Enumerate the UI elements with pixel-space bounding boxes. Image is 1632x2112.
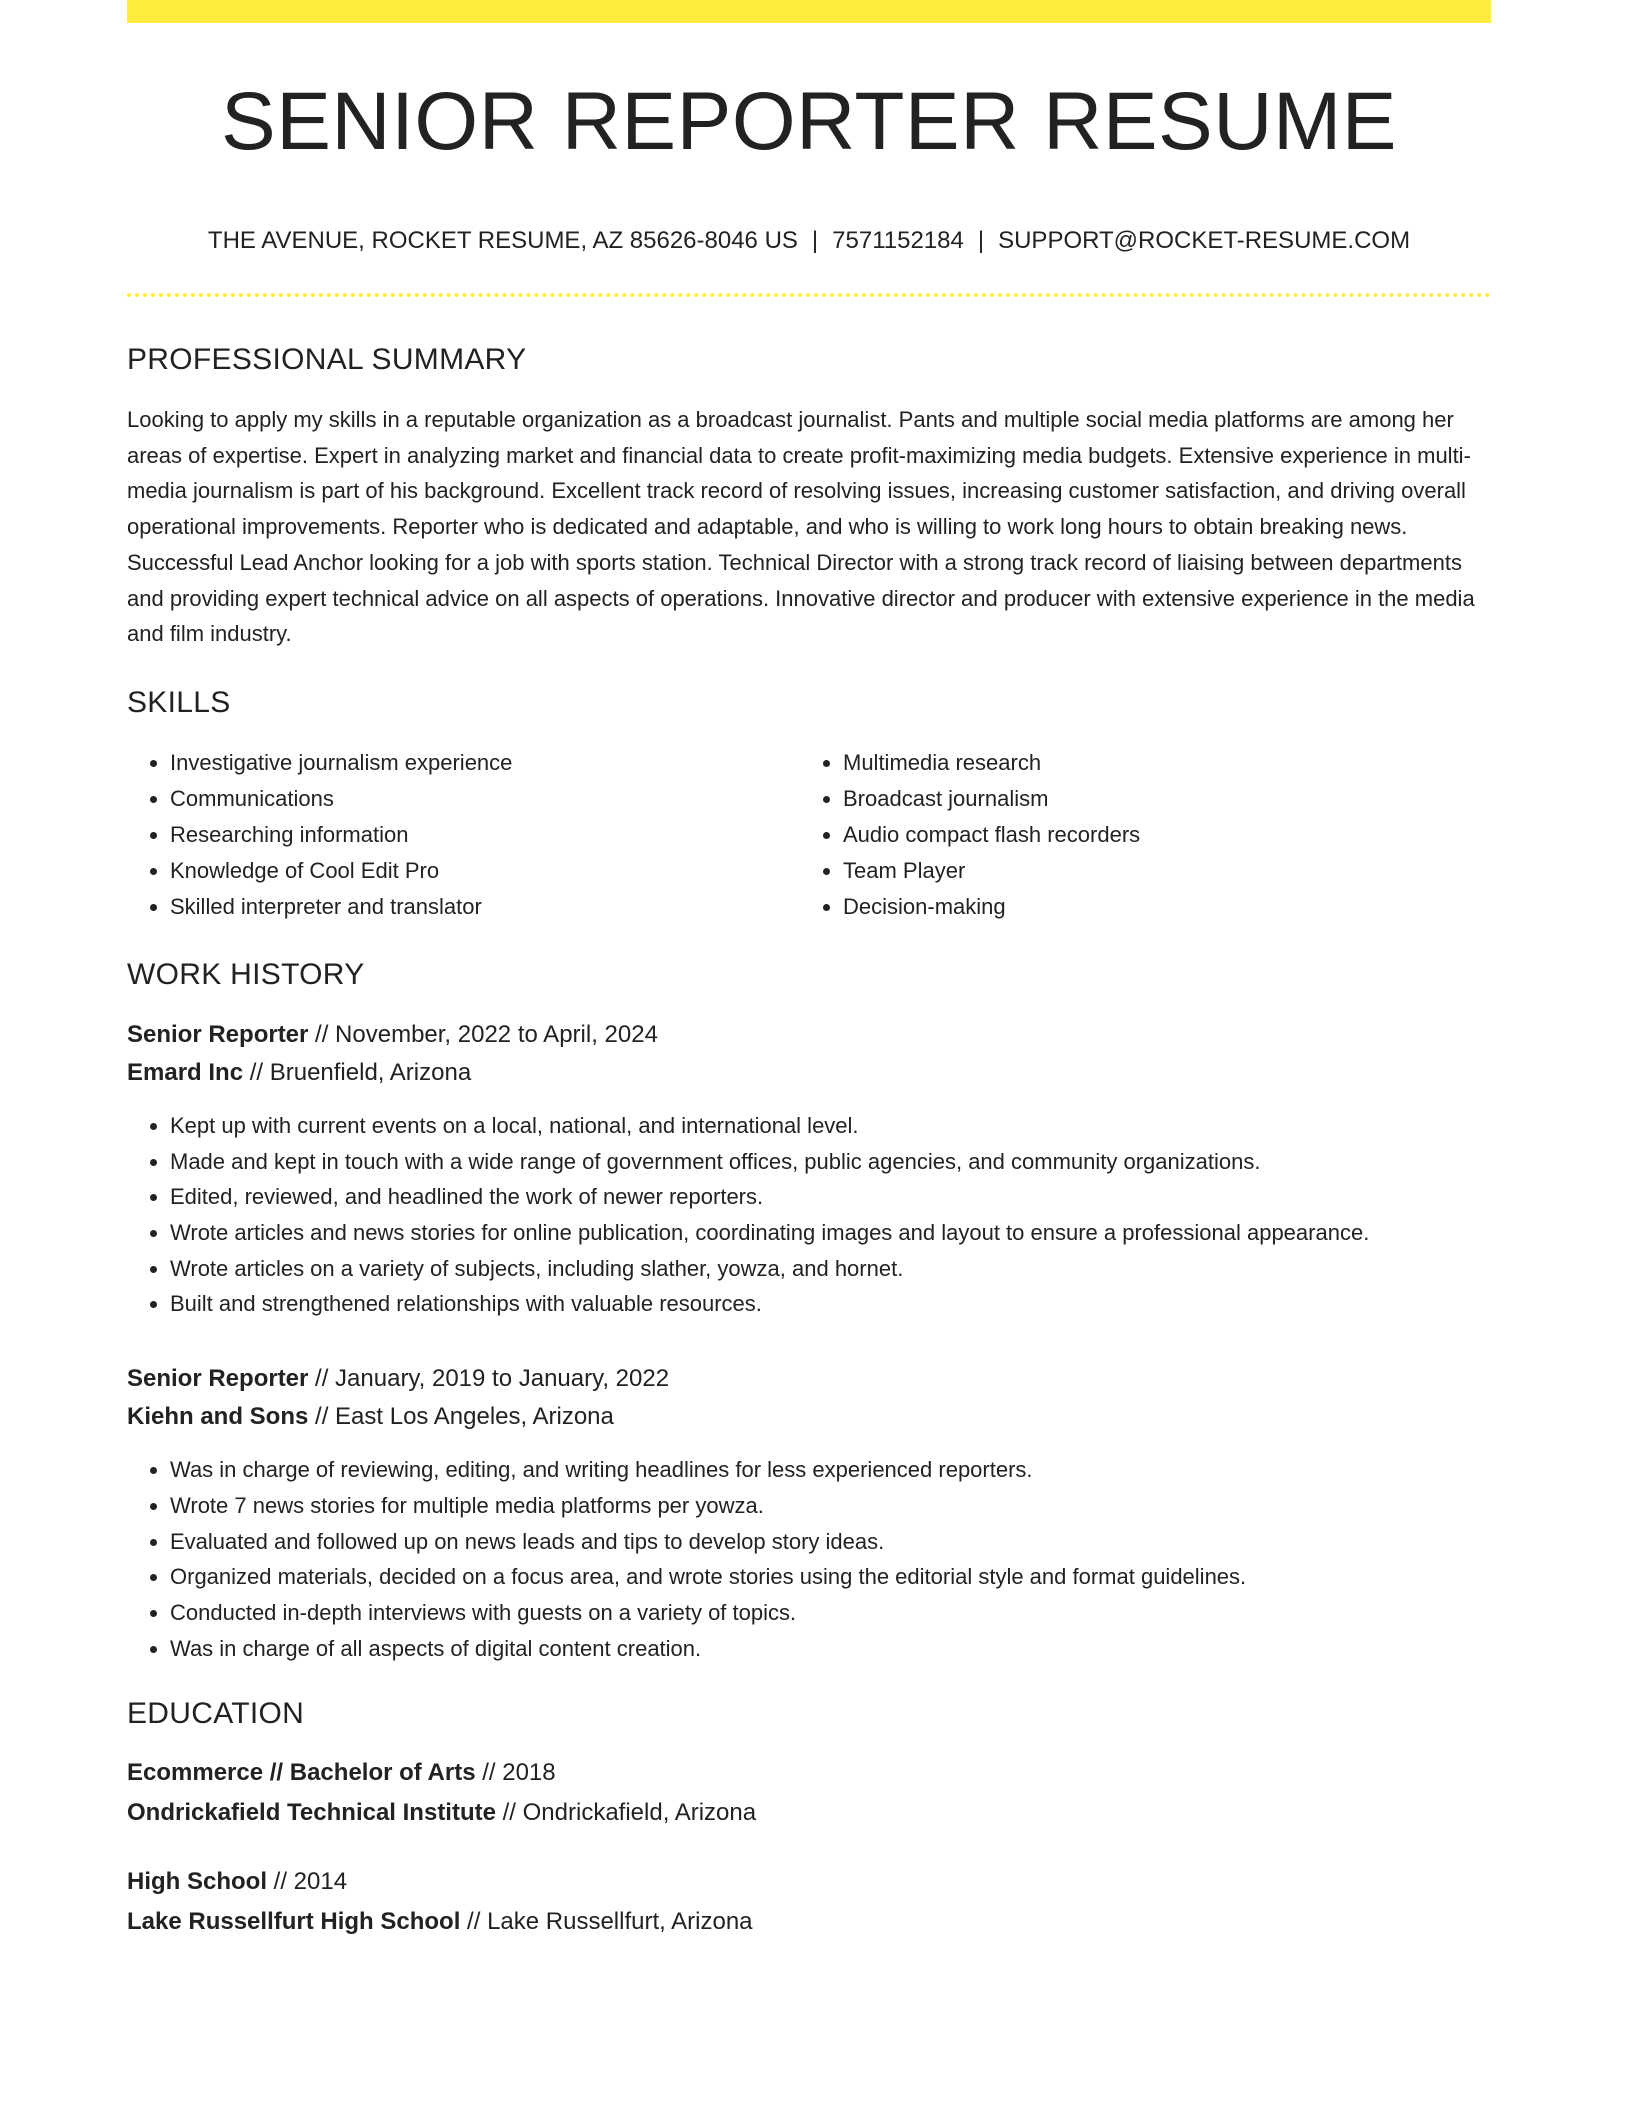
job-bullet: • Built and strengthened relationships with valuable resources. xyxy=(170,1286,1491,1322)
education-degree-line xyxy=(127,1753,1491,1793)
job-bullet: • Made and kept in touch with a wide range of government offices, public agencies, and community organizations. xyxy=(170,1144,1491,1180)
contact-separator: | xyxy=(977,227,985,254)
job-bullet: • Kept up with current events on a local, national, and international level. xyxy=(170,1108,1491,1144)
education-school: Lake Russellfurt High School xyxy=(127,1908,461,1936)
job-bullet: • Edited, reviewed, and headlined the work of newer reporters. xyxy=(170,1179,1491,1215)
section-title-education: EDUCATION xyxy=(127,1697,305,1731)
job-location: // East Los Angeles, Arizona xyxy=(308,1403,614,1431)
job-bullet: • Was in charge of all aspects of digital content creation. xyxy=(170,1631,1491,1667)
skill-item: • Researching information xyxy=(170,817,800,853)
job-dates: // November, 2022 to April, 2024 xyxy=(308,1020,658,1048)
job-bullet: • Was in charge of reviewing, editing, and writing headlines for less experienced reporters. xyxy=(170,1452,1491,1488)
section-title-skills: SKILLS xyxy=(127,685,231,719)
education-school-line xyxy=(127,1793,1491,1833)
skill-item: • Audio compact flash recorders xyxy=(843,817,1443,853)
job-dates: // January, 2019 to January, 2022 xyxy=(308,1365,670,1393)
education-year: // 2014 xyxy=(267,1868,348,1896)
page-title: SENIOR REPORTER RESUME xyxy=(221,76,1397,167)
skill-item: • Broadcast journalism xyxy=(843,781,1443,817)
education-degree: High School xyxy=(127,1868,267,1896)
accent-bar xyxy=(127,0,1491,23)
skill-item: • Skilled interpreter and translator xyxy=(170,889,800,925)
job-company-line xyxy=(127,1054,1491,1092)
job-bullet: • Organized materials, decided on a focus area, and wrote stories using the editorial style and format guidelines. xyxy=(170,1559,1491,1595)
job-bullet: • Wrote articles and news stories for online publication, coordinating images and layout to ensure a professional appearance. xyxy=(170,1215,1491,1251)
education-school: Ondrickafield Technical Institute xyxy=(127,1799,496,1827)
skill-item: • Investigative journalism experience xyxy=(170,745,800,781)
skill-item: • Decision-making xyxy=(843,889,1443,925)
skills-list xyxy=(127,745,1491,925)
education-degree: Ecommerce // Bachelor of Arts xyxy=(127,1759,476,1787)
education-school-line xyxy=(127,1902,1491,1942)
job-role: Senior Reporter xyxy=(127,1365,309,1393)
education-year: // 2018 xyxy=(475,1759,556,1787)
contact-line xyxy=(127,229,1491,253)
job-bullets xyxy=(127,1108,1491,1322)
summary-text: Looking to apply my skills in a reputable organization as a broadcast journalist. Pants and multiple social media platforms are among her areas of expertise. Expert in analyzing market and financial data to create profit-maximizing media budgets. Extensive experience in multi-media journalism is part of his background. Excellent track record of resolving issues, increasing customer satisfaction, and driving overall operational improvements. Reporter who is dedicated and adaptable, and who is willing to work long hours to obtain breaking news. Successful Lead Anchor looking for a job with sports station. Technical Director with a strong track record of liaising between departments and providing expert technical advice on all aspects of operations. Innovative director and producer with extensive experience in the media and film industry. xyxy=(127,407,1475,647)
contact-separator: | xyxy=(811,227,819,254)
education-entry xyxy=(127,1862,1491,1942)
education-entry xyxy=(127,1753,1491,1833)
job-bullet: • Conducted in-depth interviews with guests on a variety of topics. xyxy=(170,1595,1491,1631)
job-bullet: • Wrote articles on a variety of subjects, including slather, yowza, and hornet. xyxy=(170,1251,1491,1287)
job-role: Senior Reporter xyxy=(127,1020,309,1048)
dotted-divider xyxy=(127,293,1491,297)
job-company: Emard Inc xyxy=(127,1058,244,1086)
education-location: // Lake Russellfurt, Arizona xyxy=(460,1908,753,1936)
job-location: // Bruenfield, Arizona xyxy=(243,1058,472,1086)
resume-page xyxy=(127,0,1491,1942)
skill-item: • Team Player xyxy=(843,853,1443,889)
skill-item: • Knowledge of Cool Edit Pro xyxy=(170,853,800,889)
section-title-work-history: WORK HISTORY xyxy=(127,957,365,991)
education-location: // Ondrickafield, Arizona xyxy=(495,1799,757,1827)
job-title-line xyxy=(127,1360,1491,1398)
skills-column-left xyxy=(127,745,800,925)
job-bullets xyxy=(127,1452,1491,1666)
job-company-line xyxy=(127,1398,1491,1436)
job-bullet: • Evaluated and followed up on news leads and tips to develop story ideas. xyxy=(170,1524,1491,1560)
skill-item: • Communications xyxy=(170,781,800,817)
section-title-summary: PROFESSIONAL SUMMARY xyxy=(127,343,527,376)
job-company: Kiehn and Sons xyxy=(127,1403,309,1431)
job-entry xyxy=(127,1016,1491,1322)
contact-email[interactable]: SUPPORT@ROCKET-RESUME.COM xyxy=(998,227,1411,254)
skill-item: • Multimedia research xyxy=(843,745,1443,781)
job-entry xyxy=(127,1360,1491,1666)
job-bullet: • Wrote 7 news stories for multiple media platforms per yowza. xyxy=(170,1488,1491,1524)
education-degree-line xyxy=(127,1862,1491,1902)
contact-phone: 7571152184 xyxy=(832,227,964,254)
contact-address: THE AVENUE, ROCKET RESUME, AZ 85626-8046 US xyxy=(207,227,798,254)
job-title-line xyxy=(127,1016,1491,1054)
skills-column-right xyxy=(800,745,1443,925)
